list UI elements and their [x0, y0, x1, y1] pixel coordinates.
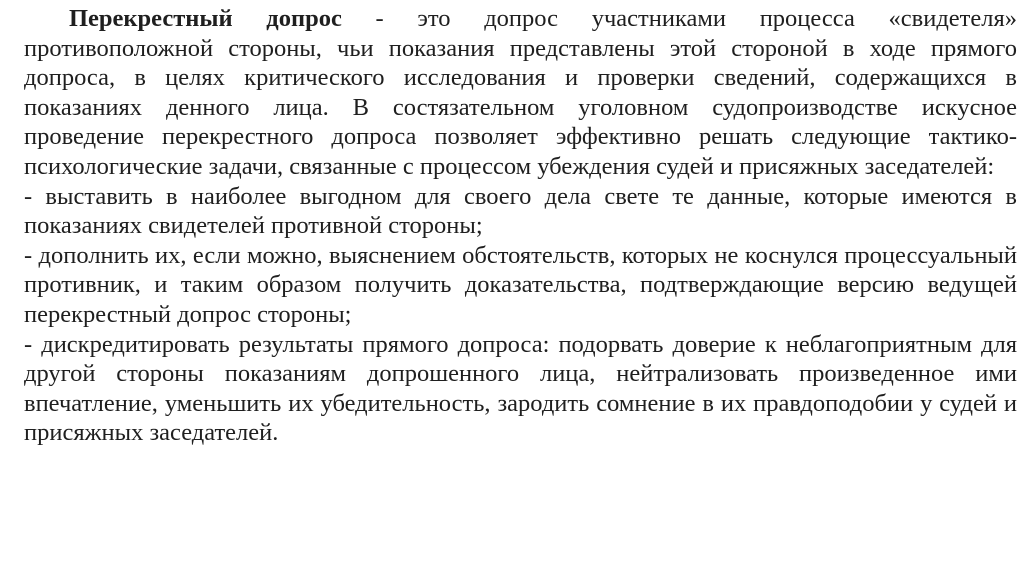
task-item-1: - выставить в наиболее выгодном для своего дела свете те данные, которые имеются в показаниях свидетелей противной стороны; [24, 182, 1017, 240]
term-heading: Перекрестный допрос [69, 5, 342, 32]
task-item-2: - дополнить их, если можно, выяснением обстоятельств, которых не коснулся процессуальный противник, и таким образом получить доказательства, подтверждающие версию ведущей перекрестный допрос стороны; [24, 241, 1017, 328]
definition-text: - это допрос участниками процесса «свидетеля» противоположной стороны, чьи показания представлены этой стороной в ходе прямого допроса, в целях критического исследования и проверки сведений, содержащихся в показаниях денного лица. В состязательном уголовном судопроизводстве искусное проведение перекрестного допроса позволяет эффективно решать следующие тактико-психологические задачи, связанные с процессом убеждения судей и присяжных заседателей: [24, 5, 1017, 180]
document-body [24, 4, 1017, 448]
task-item-3: - дискредитировать результаты прямого допроса: подорвать доверие к неблагоприятным для другой стороны показаниям допрошенного лица, нейтрализовать произведенное ими впечатление, уменьшить их убедительность, зародить сомнение в их правдоподобии у судей и присяжных заседателей. [24, 330, 1017, 447]
definition-paragraph [24, 4, 1017, 182]
